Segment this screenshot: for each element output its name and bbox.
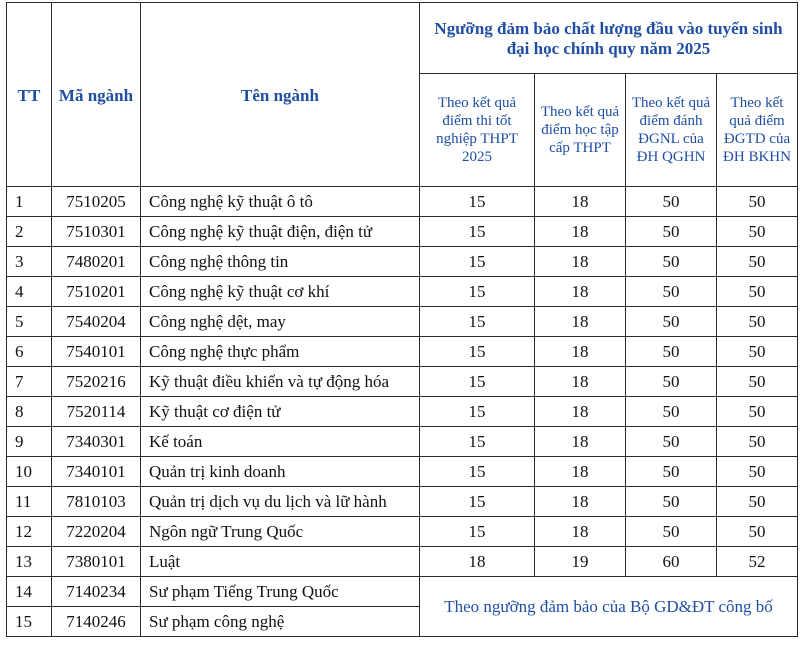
row-hoc-tap-score: 18 [535, 517, 626, 547]
row-name: Quản trị kinh doanh [141, 457, 420, 487]
row-thpt-score: 15 [420, 427, 535, 457]
row-tt: 14 [7, 577, 52, 607]
admission-threshold-table [6, 2, 798, 637]
row-name: Công nghệ dệt, may [141, 307, 420, 337]
row-thpt-score: 15 [420, 217, 535, 247]
row-dgnl-score: 60 [626, 547, 717, 577]
row-dgnl-score: 50 [626, 397, 717, 427]
row-name: Ngôn ngữ Trung Quốc [141, 517, 420, 547]
row-dgnl-score: 50 [626, 247, 717, 277]
header-tt: TT [7, 3, 52, 187]
row-code: 7810103 [52, 487, 141, 517]
row-tt: 4 [7, 277, 52, 307]
row-thpt-score: 15 [420, 367, 535, 397]
row-thpt-score: 15 [420, 277, 535, 307]
table-row [7, 367, 798, 397]
table-row [7, 577, 798, 607]
row-hoc-tap-score: 18 [535, 457, 626, 487]
row-hoc-tap-score: 18 [535, 247, 626, 277]
row-dgnl-score: 50 [626, 487, 717, 517]
row-hoc-tap-score: 18 [535, 187, 626, 217]
table-row [7, 247, 798, 277]
row-name: Sư phạm Tiếng Trung Quốc [141, 577, 420, 607]
table-row [7, 457, 798, 487]
row-tt: 11 [7, 487, 52, 517]
row-dgtd-score: 50 [717, 187, 798, 217]
table-row [7, 517, 798, 547]
row-dgtd-score: 50 [717, 487, 798, 517]
row-name: Công nghệ thực phẩm [141, 337, 420, 367]
row-name: Công nghệ thông tin [141, 247, 420, 277]
header-col-hoc-tap: Theo kết quả điểm học tập cấp THPT [535, 74, 626, 187]
row-code: 7510201 [52, 277, 141, 307]
table-row [7, 307, 798, 337]
row-code: 7540204 [52, 307, 141, 337]
header-ten-nganh: Tên ngành [141, 3, 420, 187]
row-dgnl-score: 50 [626, 277, 717, 307]
row-name: Sư phạm công nghệ [141, 607, 420, 637]
table-body [7, 187, 798, 637]
row-thpt-score: 15 [420, 397, 535, 427]
row-dgnl-score: 50 [626, 367, 717, 397]
row-dgtd-score: 50 [717, 337, 798, 367]
row-thpt-score: 15 [420, 517, 535, 547]
row-name: Luật [141, 547, 420, 577]
row-code: 7480201 [52, 247, 141, 277]
row-hoc-tap-score: 18 [535, 337, 626, 367]
row-dgnl-score: 50 [626, 517, 717, 547]
row-tt: 10 [7, 457, 52, 487]
row-tt: 2 [7, 217, 52, 247]
row-hoc-tap-score: 18 [535, 367, 626, 397]
row-dgtd-score: 50 [717, 427, 798, 457]
row-dgtd-score: 50 [717, 217, 798, 247]
header-col-dgnl: Theo kết quả điểm đánh ĐGNL của ĐH QGHN [626, 74, 717, 187]
row-hoc-tap-score: 19 [535, 547, 626, 577]
row-dgnl-score: 50 [626, 187, 717, 217]
table-row [7, 397, 798, 427]
row-code: 7380101 [52, 547, 141, 577]
row-hoc-tap-score: 18 [535, 487, 626, 517]
row-dgnl-score: 50 [626, 457, 717, 487]
row-dgtd-score: 50 [717, 457, 798, 487]
row-code: 7520216 [52, 367, 141, 397]
row-code: 7340101 [52, 457, 141, 487]
row-name: Công nghệ kỹ thuật cơ khí [141, 277, 420, 307]
row-code: 7510301 [52, 217, 141, 247]
row-tt: 3 [7, 247, 52, 277]
table-row [7, 277, 798, 307]
row-tt: 7 [7, 367, 52, 397]
row-code: 7140234 [52, 577, 141, 607]
header-ma-nganh: Mã ngành [52, 3, 141, 187]
table-header [7, 3, 798, 187]
row-dgtd-score: 50 [717, 397, 798, 427]
row-thpt-score: 15 [420, 457, 535, 487]
row-code: 7520114 [52, 397, 141, 427]
row-dgtd-score: 52 [717, 547, 798, 577]
row-name: Kế toán [141, 427, 420, 457]
row-code: 7340301 [52, 427, 141, 457]
row-hoc-tap-score: 18 [535, 217, 626, 247]
header-col-dgtd: Theo kết quả điểm ĐGTD của ĐH BKHN [717, 74, 798, 187]
header-col-thpt: Theo kết quả điểm thi tốt nghiệp THPT 2025 [420, 74, 535, 187]
row-thpt-score: 15 [420, 337, 535, 367]
row-name: Kỹ thuật điều khiển và tự động hóa [141, 367, 420, 397]
table-row [7, 547, 798, 577]
row-thpt-score: 15 [420, 187, 535, 217]
row-thpt-score: 15 [420, 487, 535, 517]
row-thpt-score: 15 [420, 307, 535, 337]
table-row [7, 487, 798, 517]
row-dgnl-score: 50 [626, 337, 717, 367]
row-code: 7220204 [52, 517, 141, 547]
row-name: Kỹ thuật cơ điện tử [141, 397, 420, 427]
header-group-title: Ngưỡng đảm bảo chất lượng đầu vào tuyển sinh đại học chính quy năm 2025 [420, 3, 798, 74]
row-tt: 8 [7, 397, 52, 427]
row-tt: 5 [7, 307, 52, 337]
row-hoc-tap-score: 18 [535, 427, 626, 457]
row-name: Quản trị dịch vụ du lịch và lữ hành [141, 487, 420, 517]
row-dgnl-score: 50 [626, 307, 717, 337]
table-row [7, 187, 798, 217]
row-hoc-tap-score: 18 [535, 397, 626, 427]
row-tt: 12 [7, 517, 52, 547]
row-tt: 13 [7, 547, 52, 577]
table-row [7, 337, 798, 367]
row-dgtd-score: 50 [717, 367, 798, 397]
row-dgtd-score: 50 [717, 517, 798, 547]
table-row [7, 217, 798, 247]
row-dgnl-score: 50 [626, 427, 717, 457]
row-dgnl-score: 50 [626, 217, 717, 247]
table-row [7, 427, 798, 457]
row-tt: 6 [7, 337, 52, 367]
row-code: 7510205 [52, 187, 141, 217]
row-code: 7540101 [52, 337, 141, 367]
row-dgtd-score: 50 [717, 247, 798, 277]
row-dgtd-score: 50 [717, 277, 798, 307]
row-tt: 15 [7, 607, 52, 637]
row-hoc-tap-score: 18 [535, 307, 626, 337]
row-dgtd-score: 50 [717, 307, 798, 337]
row-thpt-score: 15 [420, 247, 535, 277]
row-hoc-tap-score: 18 [535, 277, 626, 307]
row-tt: 1 [7, 187, 52, 217]
special-note: Theo ngưỡng đảm bảo của Bộ GD&ĐT công bố [420, 577, 798, 637]
admission-threshold-table-container [6, 2, 798, 637]
row-code: 7140246 [52, 607, 141, 637]
row-name: Công nghệ kỹ thuật điện, điện tử [141, 217, 420, 247]
row-thpt-score: 18 [420, 547, 535, 577]
row-tt: 9 [7, 427, 52, 457]
row-name: Công nghệ kỹ thuật ô tô [141, 187, 420, 217]
